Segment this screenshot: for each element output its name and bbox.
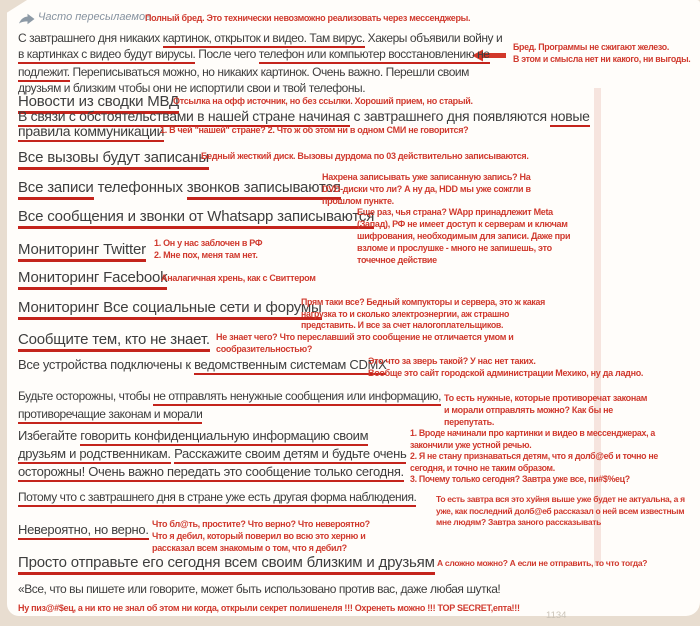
- underlined-text: Просто отправьте его сегодня всем своим близким и друзьям: [18, 554, 435, 575]
- annotation: Нахрена записывать уже записанную запись? На DVD-диски что ли? А ну да, HDD мы уже сожгли в прошлом пункте.: [322, 172, 531, 206]
- underlined-text: друзьям и родственникам.: [18, 446, 171, 464]
- annotation-line: Вообще это сайт городской администрации Мехико, ну да ладно.: [368, 368, 644, 378]
- message-line: [18, 208, 374, 225]
- message-line: [18, 179, 341, 196]
- annotation: Аналагичная хрень, как с Свиттером: [161, 273, 316, 283]
- text-segment: телефонных: [93, 179, 187, 196]
- message-line: [18, 331, 210, 348]
- annotation-line: 2. Я не стану признаваться детям, что я долб@еб и точно не сегодня, и точно не таким образом.: [410, 451, 658, 473]
- annotation: Еще раз, чья страна? WApp принадлежит Meta (Запад), РФ не имеет доступ к серверам и ключам шифрования, необходимым для записи. Даже при взломе и прослушке - много не запишешь, это точечное действие: [357, 207, 571, 265]
- annotation-line: Что я дебил, который поверил во всю это херню и рассказал всем знакомым о том, что я дебил?: [152, 531, 366, 553]
- underlined-text: правила коммуникации: [18, 123, 164, 142]
- text-segment: Будьте осторожны, чтобы: [18, 389, 154, 403]
- underlined-text: В связи с обстоятельствами в нашей стране начиная: [18, 108, 350, 127]
- text-segment: «Все, что вы пишете или говорите, может быть использовано против вас, даже любая шутка!: [18, 582, 501, 596]
- annotation-line: 3. Почему только сегодня? Завтра уже все, пи#$%ец?: [410, 474, 630, 484]
- message-line: [18, 108, 590, 124]
- underlined-text: Расскажите своим детям и будьте очень: [174, 446, 406, 464]
- annotation-line: 1. Вроде начинали про картинки и видео в мессенджерах, а закончили уже устной речью.: [410, 428, 655, 450]
- underlined-text: Все вызовы будут записаны: [18, 149, 209, 170]
- underlined-text: осторожны! Очень важно передать это сообщение только сегодня.: [18, 464, 404, 482]
- text-segment: Все устройства подключены к: [18, 357, 195, 372]
- underlined-text: Потому что с завтрашнего дня в стране уже есть другая форма наблюдения.: [18, 490, 416, 507]
- underlined-text: подлежит.: [18, 65, 70, 82]
- text-segment: Переписываться можно, но никаких картинок. Очень важно. Перешли своим: [69, 65, 469, 79]
- annotation: [368, 355, 646, 379]
- message-line: [18, 299, 322, 316]
- underlined-text: Все сообщения и звонки от Whatsapp записываются: [18, 208, 374, 229]
- message-line: [18, 522, 149, 537]
- message-line: [18, 269, 167, 286]
- underlined-text: не отправлять ненужные сообщения или информацию,: [153, 389, 441, 406]
- annotation: Ну пиз@#$ец, а ни кто не знал об этом ни когда, открыли секрет полишенеля !!! Охренеть можно !!! TOP SECRET,епта!!!: [18, 603, 520, 613]
- message-line: [18, 554, 435, 571]
- annotation: Прям таки все? Бедный компукторы и сервера, это ж какая нагрузка то и сколько электроэнергии, аж страшно представить. И все за счет налогоплательщиков.: [301, 297, 545, 330]
- underlined-text: Невероятно, но верно.: [18, 522, 149, 540]
- underlined-text: Мониторинг Facebook: [18, 269, 167, 290]
- annotation: А сложно можно? А если не отправить, то что тогда?: [437, 558, 648, 568]
- page-number: 1134: [546, 610, 567, 621]
- underlined-text: ведомственным системам CDMX: [194, 357, 386, 375]
- annotation: Бедный жесткий диск. Вызовы дурдома по 03 действительно записываются.: [201, 151, 529, 161]
- underlined-text: Сообщите тем, кто не знает.: [18, 331, 210, 352]
- annotation-line: Что бл@ть, простите? Что верно? Что невероятно?: [152, 519, 370, 529]
- underlined-text: телефон или компьютер восстановлению не: [259, 47, 490, 64]
- text-segment: После чего: [195, 47, 259, 61]
- underlined-text: звонков записываются: [187, 179, 341, 200]
- underlined-text: Новости из сводки МВД: [18, 93, 179, 114]
- forward-arrow-icon: [18, 13, 36, 25]
- underlined-text: картинок, открыток и видео. Там вирус.: [163, 31, 365, 48]
- forwarded-label: Часто пересылаемое: [38, 11, 152, 23]
- annotation: Не знает чего? Что переславший это сообщение не отличается умом и сообразительностью?: [216, 332, 514, 354]
- message-line: [18, 428, 368, 443]
- underlined-text: Мониторинг Twitter: [18, 241, 146, 262]
- message-line: [18, 65, 469, 79]
- annotation: [410, 428, 658, 486]
- message-line: [18, 407, 202, 421]
- underlined-text: говорить конфиденциальную информацию своим: [80, 428, 368, 446]
- annotation: Отсылка на офф источник, но без ссылки. Хороший прием, но старый.: [173, 96, 473, 106]
- annotation-line: 2. Мне пох, меня там нет.: [154, 250, 258, 260]
- message-line: [18, 490, 416, 504]
- message-line: [18, 149, 209, 166]
- annotation: [513, 42, 700, 65]
- message-line: [18, 123, 164, 139]
- message-line: [18, 31, 502, 45]
- message-line: [18, 389, 441, 403]
- text-segment: друзьям и близким чтобы они не испортили свои и твой телефоны.: [18, 81, 366, 95]
- annotation-line: В этом и смысла нет ни какого, ни выгоды.: [513, 53, 691, 64]
- message-line: [18, 464, 404, 479]
- annotation: 1. В чей "нашей" стране? 2. Что ж об этом ни в одном СМИ не говорится?: [160, 125, 469, 135]
- annotation: Полный бред. Это технически невозможно реализовать через мессенджеры.: [145, 13, 471, 23]
- text-segment: С завтрашнего дня никаких: [18, 31, 163, 45]
- annotation: [152, 518, 372, 554]
- text-segment: Хакеры объявили войну и: [364, 31, 503, 45]
- annotation-line: Бред. Программы не сжигают железо.: [513, 42, 669, 52]
- message-line: [18, 241, 146, 258]
- message-line: [18, 446, 406, 461]
- underlined-text: Мониторинг Все социальные сети и форумы: [18, 299, 322, 320]
- message-line: [18, 47, 490, 61]
- annotation-line: 1. Он у нас заблочен в РФ: [154, 238, 263, 248]
- annotation-line: Это что за зверь такой? У нас нет таких.: [368, 356, 536, 366]
- message-line: [18, 357, 386, 372]
- underlined-text: противоречащие законам и морали: [18, 407, 202, 424]
- message-line: [18, 582, 500, 596]
- text-segment: Избегайте: [18, 428, 81, 443]
- annotation: [154, 237, 279, 261]
- text-segment: с завтрашнего дня появляются: [349, 108, 551, 124]
- underlined-text: новые: [550, 108, 589, 127]
- underlined-text: в картинках с видео будут вирусы.: [18, 47, 195, 64]
- annotation: То есть завтра вся это хуйня выше уже будет не актуальна, а я уже, как последний долб@еб рассказал о ней всем известным мне людям? Завтра заного рассказывать: [436, 494, 685, 527]
- underlined-text: Все записи: [18, 179, 94, 200]
- annotation: То есть нужные, которые противоречат законам и морали отправлять можно? Как бы не перепутать.: [444, 393, 648, 427]
